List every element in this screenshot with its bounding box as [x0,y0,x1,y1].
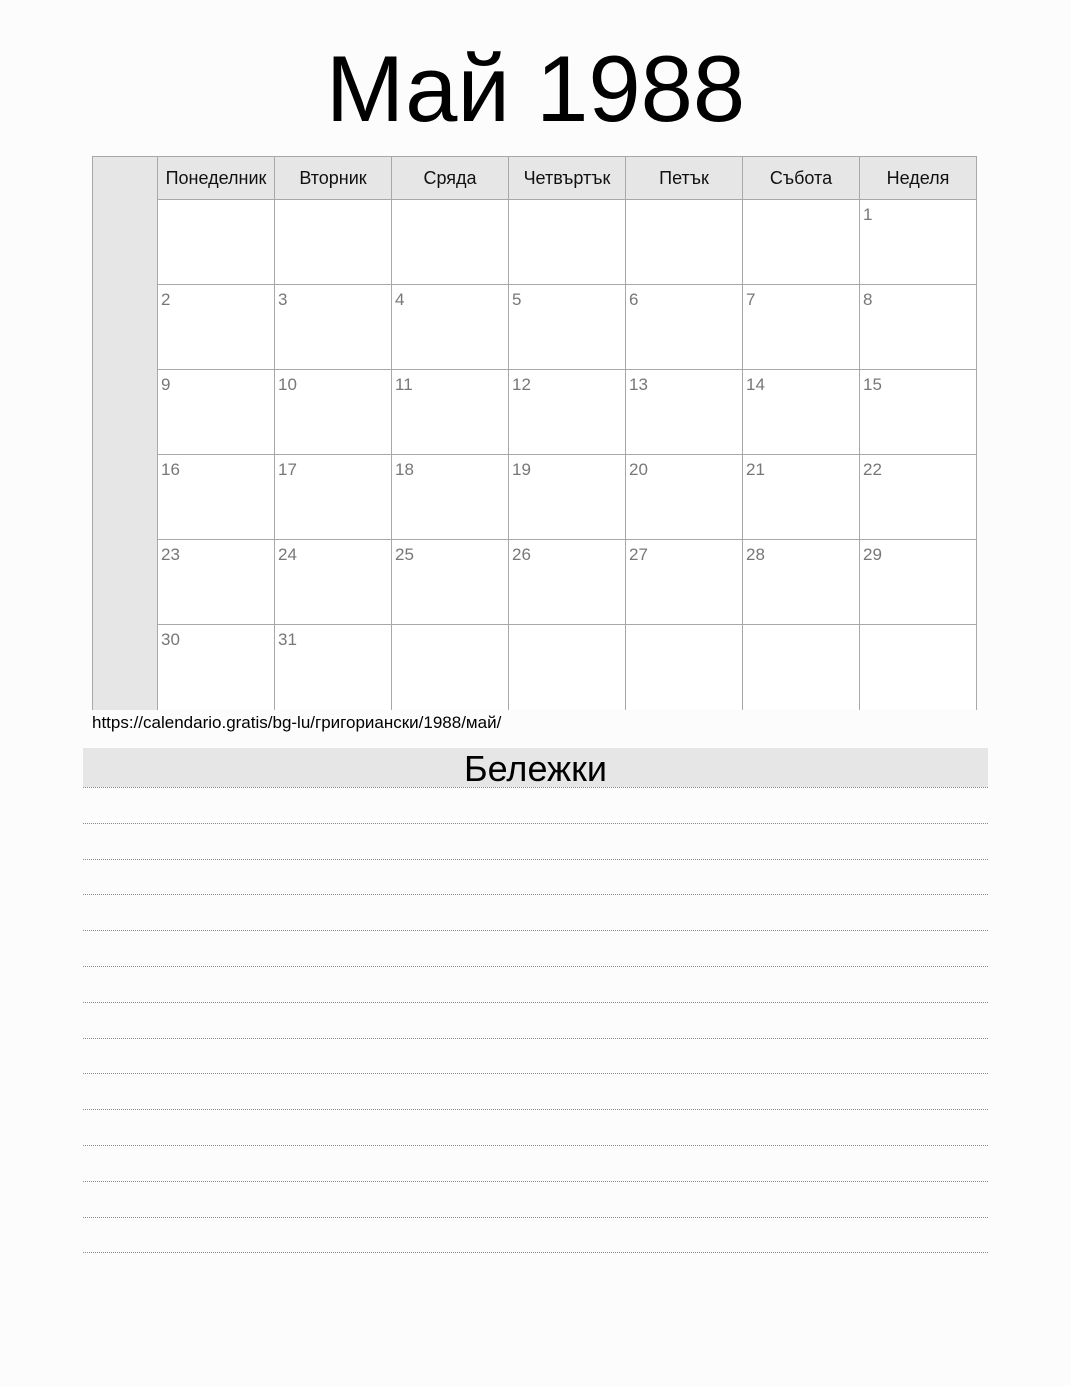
day-cell [509,540,626,625]
day-cell [392,285,509,370]
day-number: 21 [746,460,765,479]
day-cell [158,200,275,285]
day-number: 14 [746,375,765,394]
day-cell [743,540,860,625]
day-cell [158,625,275,710]
day-cell [392,370,509,455]
day-cell [509,370,626,455]
notes-line [83,1181,988,1182]
weekday-header: Понеделник [158,157,275,200]
day-cell [509,285,626,370]
notes-line [83,966,988,967]
day-cell [158,540,275,625]
day-cell [743,200,860,285]
day-cell [626,285,743,370]
day-cell [392,625,509,710]
weekday-header: Събота [743,157,860,200]
notes-line [83,1252,988,1253]
day-number: 8 [863,290,873,309]
week-number-column [93,157,158,710]
day-cell [158,455,275,540]
day-cell [743,370,860,455]
day-number: 1 [863,205,873,224]
page-title: Май 1988 [325,36,746,141]
day-cell [860,285,976,370]
weekday-header: Вторник [275,157,392,200]
notes-title: Бележки [83,748,988,787]
day-cell [626,200,743,285]
source-url: https://calendario.gratis/bg-lu/григориански/1988/май/ [92,713,502,732]
day-number: 28 [746,545,765,564]
day-number: 31 [278,630,297,649]
notes-line [83,787,988,788]
weekday-header: Петък [626,157,743,200]
day-number: 3 [278,290,288,309]
day-cell [860,540,976,625]
day-number: 20 [629,460,648,479]
day-number: 9 [161,375,171,394]
notes-line [83,859,988,860]
day-number: 22 [863,460,882,479]
day-cell [158,285,275,370]
day-number: 12 [512,375,531,394]
day-cell [392,540,509,625]
weekday-header: Сряда [392,157,509,200]
day-number: 29 [863,545,882,564]
day-cell [275,285,392,370]
notes-line [83,1038,988,1039]
day-cell [626,455,743,540]
day-cell [626,540,743,625]
notes-line [83,930,988,931]
day-number: 17 [278,460,297,479]
day-number: 24 [278,545,297,564]
day-number: 16 [161,460,180,479]
day-cell [392,200,509,285]
day-number: 23 [161,545,180,564]
day-cell [509,200,626,285]
day-cell [860,455,976,540]
day-number: 7 [746,290,756,309]
day-number: 25 [395,545,414,564]
notes-line [83,1002,988,1003]
day-number: 15 [863,375,882,394]
day-cell [626,625,743,710]
day-number: 30 [161,630,180,649]
day-cell [158,370,275,455]
calendar-grid [92,156,977,710]
day-number: 13 [629,375,648,394]
notes-line [83,1109,988,1110]
day-cell [860,200,976,285]
day-number: 11 [395,375,413,394]
day-number: 4 [395,290,405,309]
day-cell [743,455,860,540]
notes-line [83,1073,988,1074]
weekday-header: Четвъртък [509,157,626,200]
day-number: 6 [629,290,639,309]
notes-line [83,894,988,895]
notes-line [83,1217,988,1218]
weekday-header: Неделя [860,157,976,200]
day-number: 5 [512,290,522,309]
day-number: 10 [278,375,297,394]
day-number: 2 [161,290,171,309]
day-cell [275,370,392,455]
day-cell [275,625,392,710]
day-cell [860,370,976,455]
day-cell [743,285,860,370]
day-cell [860,625,976,710]
day-cell [392,455,509,540]
day-number: 19 [512,460,531,479]
day-cell [509,625,626,710]
day-number: 26 [512,545,531,564]
day-number: 18 [395,460,414,479]
day-cell [626,370,743,455]
notes-line [83,823,988,824]
notes-line [83,1145,988,1146]
day-cell [275,455,392,540]
day-cell [275,540,392,625]
day-cell [743,625,860,710]
day-cell [275,200,392,285]
day-cell [509,455,626,540]
day-number: 27 [629,545,648,564]
